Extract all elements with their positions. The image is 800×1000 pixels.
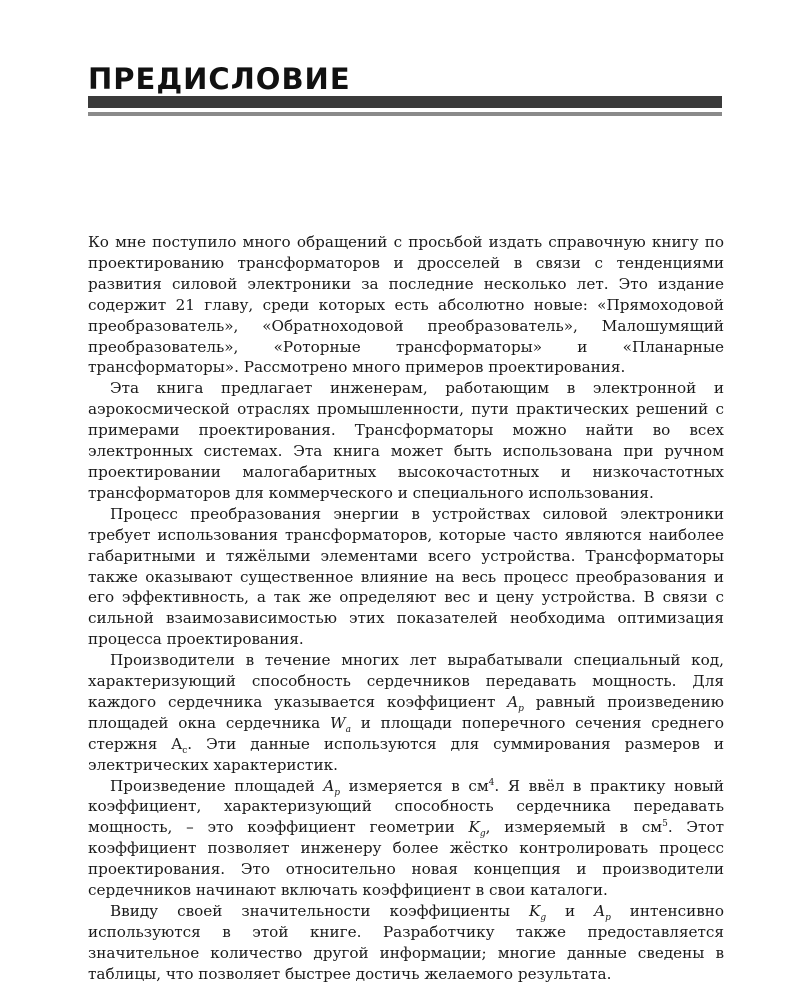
page-title: ПРЕДИСЛОВИЕ	[88, 62, 351, 96]
symbol-ap: $A_p$	[507, 692, 524, 714]
symbol-kg: $K_g$	[528, 902, 547, 924]
paragraph-6-text-3: интенсивно используются в этой книге. Разработчику также предоставляется значительное количество другой информации; многие данные сведены в таблицы, что позволяет быстрее достичь желаемого результата.	[88, 902, 725, 983]
paragraph-5-text-5: . Этот коэффициент позволяет инженеру более жёстко контролировать процесс проектирования. Это относительно новая концепция и производители сердечников начинают включать коэффициент в свои каталоги.	[88, 818, 724, 900]
paragraph-5	[88, 776, 724, 901]
symbol-kg: $K_g$	[468, 818, 486, 840]
body-text	[88, 232, 724, 985]
paragraph-4-text-3: и площади поперечного сечения среднего стержня	[88, 713, 724, 753]
paragraph-3: Процесс преобразования энергии в устройствах силовой электроники требует использования трансформаторов, которые часто являются наиболее габаритными и тяжёлыми элементами всего устройства. Трансформаторы также оказывают существенное влияние на весь процесс преобразования и его эффективность, а так же определяют вес и цену устройства. В связи с сильной взаимозависимостью этих показателей необходима оптимизация процесса проектирования.	[88, 504, 724, 649]
title-underline-bar	[88, 96, 722, 108]
paragraph-6-text-1: Ввиду своей значительности коэффициенты	[110, 902, 529, 920]
paragraph-4-text-4: . Эти данные используются для суммирования размеров и электрических характеристик.	[88, 734, 724, 774]
paragraph-4	[88, 650, 724, 775]
paragraph-5-text-4: , измеряемый в см	[485, 818, 663, 837]
unit-exponent-4: 4	[488, 777, 495, 788]
paragraph-6	[88, 901, 724, 985]
symbol-ap: $A_p$	[594, 902, 611, 924]
title-underline-thin-bar	[88, 112, 722, 116]
paragraph-5-text-1: Произведение площадей	[110, 776, 324, 795]
symbol-wa: $W_a$	[329, 713, 351, 735]
paragraph-6-text-2: и	[546, 902, 595, 920]
paragraph-5-text-3: . Я ввёл в практику новый коэффициент, характеризующий способность сердечника передавать мощность, – это коэффициент геометрии	[88, 776, 724, 837]
paragraph-4-text-1: Производители в течение многих лет вырабатывали специальный код, характеризующий способность сердечников передавать мощность. Для каждого сердечника указывается коэффициент	[88, 651, 724, 711]
symbol-ap: $A_p$	[323, 776, 341, 798]
unit-exponent-5: 5	[662, 819, 668, 830]
paragraph-2: Эта книга предлагает инженерам, работающим в электронной и аэрокосмической отраслях промышленности, пути практических решений с примерами проектирования. Трансформаторы можно найти во всех электронных системах. Эта книга может быть использована при ручном проектировании малогабаритных высокочастотных и низкочастотных трансформаторов для коммерческого и специального использования.	[88, 379, 724, 502]
paragraph-4-text-2: равный произведению площадей окна сердечника	[88, 692, 724, 732]
paragraph-1: Ко мне поступило много обращений с просьбой издать справочную книгу по проектированию трансформаторов и дросселей в связи с тенденциями развития силовой электроники за последние несколько лет. Это издание содержит 21 главу, среди которых есть абсолютно новые: «Прямоходовой преобразователь», «Обратноходовой преобразователь», Малошумящий преобразователь», «Роторные трансформаторы» и «Планарные трансформаторы». Рассмотрено много примеров проектирования.	[88, 233, 724, 377]
paragraph-5-text-2: измеряется в см	[340, 776, 489, 795]
symbol-ac: $A_c$	[171, 734, 188, 756]
